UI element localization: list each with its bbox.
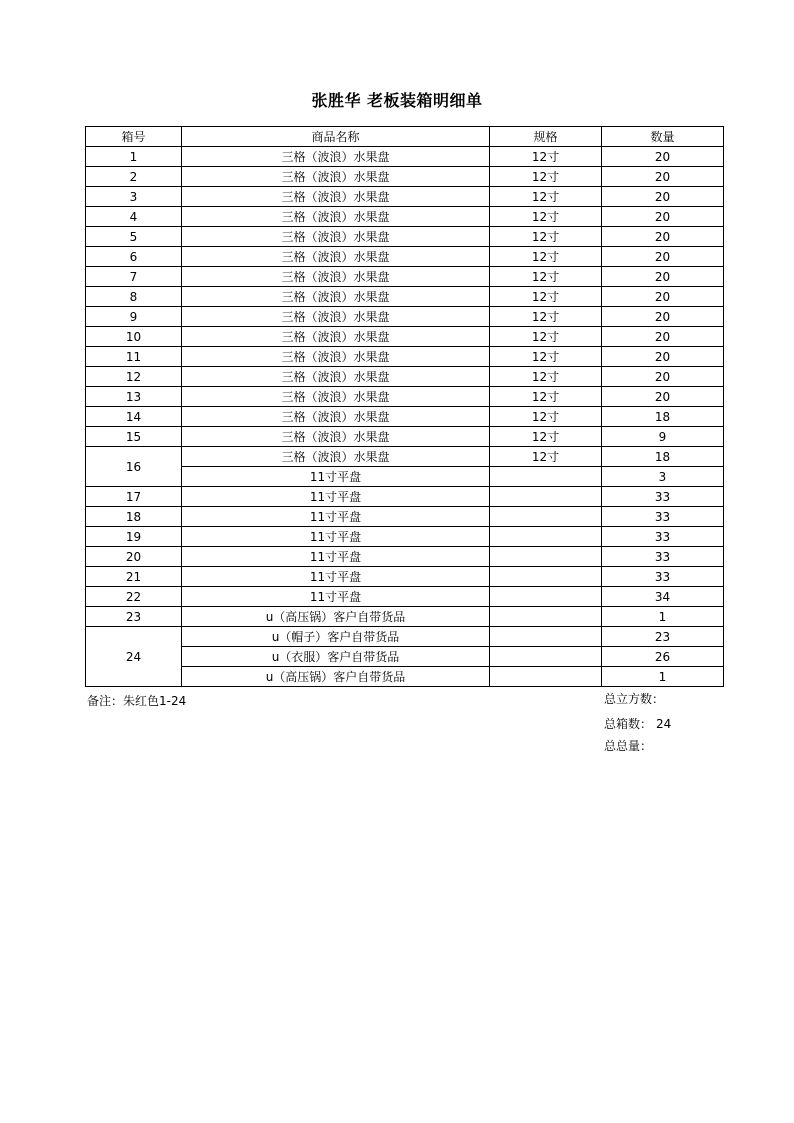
table-row (86, 567, 724, 587)
table-row (86, 207, 724, 227)
table-body (86, 147, 724, 687)
quantity-cell: 9 (602, 427, 724, 447)
table-row (86, 287, 724, 307)
table-row (86, 527, 724, 547)
total-weight (604, 737, 656, 754)
box-number-cell: 20 (86, 547, 182, 567)
box-number-cell: 10 (86, 327, 182, 347)
quantity-cell: 1 (602, 607, 724, 627)
box-number-cell: 12 (86, 367, 182, 387)
spec-cell: 12寸 (490, 367, 602, 387)
table-row (86, 627, 724, 647)
quantity-cell: 20 (602, 307, 724, 327)
total-volume-label: 总立方数： (604, 692, 665, 706)
spec-cell: 12寸 (490, 347, 602, 367)
box-number-cell: 14 (86, 407, 182, 427)
table-row (86, 147, 724, 167)
quantity-cell: 26 (602, 647, 724, 667)
product-name-cell: 11寸平盘 (182, 527, 490, 547)
box-number-cell: 19 (86, 527, 182, 547)
box-number-cell: 21 (86, 567, 182, 587)
quantity-cell: 18 (602, 407, 724, 427)
quantity-cell: 33 (602, 487, 724, 507)
product-name-cell: 11寸平盘 (182, 567, 490, 587)
spec-cell (490, 547, 602, 567)
product-name-cell: 三格（波浪）水果盘 (182, 167, 490, 187)
total-weight-label: 总总量： (604, 739, 653, 753)
header-quantity: 数量 (602, 127, 724, 147)
box-number-cell: 7 (86, 267, 182, 287)
box-number-cell: 9 (86, 307, 182, 327)
total-boxes-label: 总箱数： (604, 717, 653, 731)
spec-cell (490, 667, 602, 687)
table-row (86, 587, 724, 607)
spec-cell: 12寸 (490, 147, 602, 167)
remark-note: 备注：朱红色1-24 (87, 694, 187, 708)
table-row (86, 547, 724, 567)
table-header-row (86, 127, 724, 147)
box-number-cell: 5 (86, 227, 182, 247)
quantity-cell: 33 (602, 567, 724, 587)
box-number-cell: 6 (86, 247, 182, 267)
box-number-cell: 4 (86, 207, 182, 227)
product-name-cell: 三格（波浪）水果盘 (182, 407, 490, 427)
table-row (86, 387, 724, 407)
header-product-name: 商品名称 (182, 127, 490, 147)
spec-cell: 12寸 (490, 407, 602, 427)
spec-cell: 12寸 (490, 327, 602, 347)
product-name-cell: 三格（波浪）水果盘 (182, 147, 490, 167)
quantity-cell: 20 (602, 187, 724, 207)
table-row (86, 327, 724, 347)
table-row (86, 467, 724, 487)
header-spec: 规格 (490, 127, 602, 147)
product-name-cell: 三格（波浪）水果盘 (182, 307, 490, 327)
box-number-cell: 24 (86, 627, 182, 687)
spec-cell: 12寸 (490, 167, 602, 187)
quantity-cell: 20 (602, 147, 724, 167)
table-row (86, 447, 724, 467)
table-row (86, 187, 724, 207)
spec-cell: 12寸 (490, 267, 602, 287)
spec-cell: 12寸 (490, 387, 602, 407)
spec-cell (490, 607, 602, 627)
product-name-cell: 三格（波浪）水果盘 (182, 287, 490, 307)
product-name-cell: 三格（波浪）水果盘 (182, 207, 490, 227)
table-row (86, 607, 724, 627)
table-row (86, 167, 724, 187)
box-number-cell: 17 (86, 487, 182, 507)
table-row (86, 647, 724, 667)
product-name-cell: 三格（波浪）水果盘 (182, 367, 490, 387)
spec-cell: 12寸 (490, 247, 602, 267)
table-row (86, 407, 724, 427)
box-number-cell: 16 (86, 447, 182, 487)
product-name-cell: 三格（波浪）水果盘 (182, 427, 490, 447)
table-row (86, 247, 724, 267)
product-name-cell: 11寸平盘 (182, 547, 490, 567)
product-name-cell: u（衣服）客户自带货品 (182, 647, 490, 667)
table-row (86, 267, 724, 287)
quantity-cell: 20 (602, 167, 724, 187)
table-row (86, 507, 724, 527)
total-boxes-value: 24 (656, 717, 672, 731)
spec-cell (490, 647, 602, 667)
spec-cell (490, 587, 602, 607)
quantity-cell: 33 (602, 547, 724, 567)
header-box-no: 箱号 (86, 127, 182, 147)
packing-table (85, 126, 724, 687)
quantity-cell: 34 (602, 587, 724, 607)
quantity-cell: 18 (602, 447, 724, 467)
quantity-cell: 20 (602, 327, 724, 347)
quantity-cell: 20 (602, 287, 724, 307)
quantity-cell: 1 (602, 667, 724, 687)
product-name-cell: 三格（波浪）水果盘 (182, 327, 490, 347)
box-number-cell: 3 (86, 187, 182, 207)
quantity-cell: 33 (602, 507, 724, 527)
spec-cell (490, 467, 602, 487)
box-number-cell: 22 (86, 587, 182, 607)
spec-cell: 12寸 (490, 207, 602, 227)
product-name-cell: 11寸平盘 (182, 507, 490, 527)
spec-cell (490, 487, 602, 507)
product-name-cell: 11寸平盘 (182, 587, 490, 607)
quantity-cell: 20 (602, 347, 724, 367)
table-row (86, 347, 724, 367)
box-number-cell: 15 (86, 427, 182, 447)
product-name-cell: u（高压锅）客户自带货品 (182, 607, 490, 627)
spec-cell (490, 527, 602, 547)
quantity-cell: 20 (602, 227, 724, 247)
box-number-cell: 23 (86, 607, 182, 627)
table-row (86, 307, 724, 327)
product-name-cell: 三格（波浪）水果盘 (182, 267, 490, 287)
box-number-cell: 8 (86, 287, 182, 307)
spec-cell: 12寸 (490, 187, 602, 207)
total-volume (604, 690, 668, 707)
quantity-cell: 20 (602, 367, 724, 387)
product-name-cell: u（高压锅）客户自带货品 (182, 667, 490, 687)
box-number-cell: 13 (86, 387, 182, 407)
spec-cell: 12寸 (490, 307, 602, 327)
box-number-cell: 18 (86, 507, 182, 527)
spec-cell (490, 507, 602, 527)
quantity-cell: 3 (602, 467, 724, 487)
product-name-cell: 三格（波浪）水果盘 (182, 227, 490, 247)
spec-cell: 12寸 (490, 427, 602, 447)
quantity-cell: 33 (602, 527, 724, 547)
table-row (86, 367, 724, 387)
table-row (86, 487, 724, 507)
product-name-cell: 11寸平盘 (182, 487, 490, 507)
spec-cell: 12寸 (490, 227, 602, 247)
spec-cell: 12寸 (490, 447, 602, 467)
table-row (86, 227, 724, 247)
product-name-cell: 11寸平盘 (182, 467, 490, 487)
product-name-cell: 三格（波浪）水果盘 (182, 187, 490, 207)
product-name-cell: u（帽子）客户自带货品 (182, 627, 490, 647)
product-name-cell: 三格（波浪）水果盘 (182, 447, 490, 467)
total-boxes (604, 715, 671, 732)
product-name-cell: 三格（波浪）水果盘 (182, 247, 490, 267)
box-number-cell: 1 (86, 147, 182, 167)
table-row (86, 427, 724, 447)
product-name-cell: 三格（波浪）水果盘 (182, 347, 490, 367)
spec-cell (490, 627, 602, 647)
table-row (86, 667, 724, 687)
quantity-cell: 23 (602, 627, 724, 647)
spec-cell: 12寸 (490, 287, 602, 307)
product-name-cell: 三格（波浪）水果盘 (182, 387, 490, 407)
quantity-cell: 20 (602, 267, 724, 287)
quantity-cell: 20 (602, 247, 724, 267)
quantity-cell: 20 (602, 207, 724, 227)
quantity-cell: 20 (602, 387, 724, 407)
document-title: 张胜华 老板装箱明细单 (311, 91, 483, 110)
spec-cell (490, 567, 602, 587)
box-number-cell: 2 (86, 167, 182, 187)
box-number-cell: 11 (86, 347, 182, 367)
